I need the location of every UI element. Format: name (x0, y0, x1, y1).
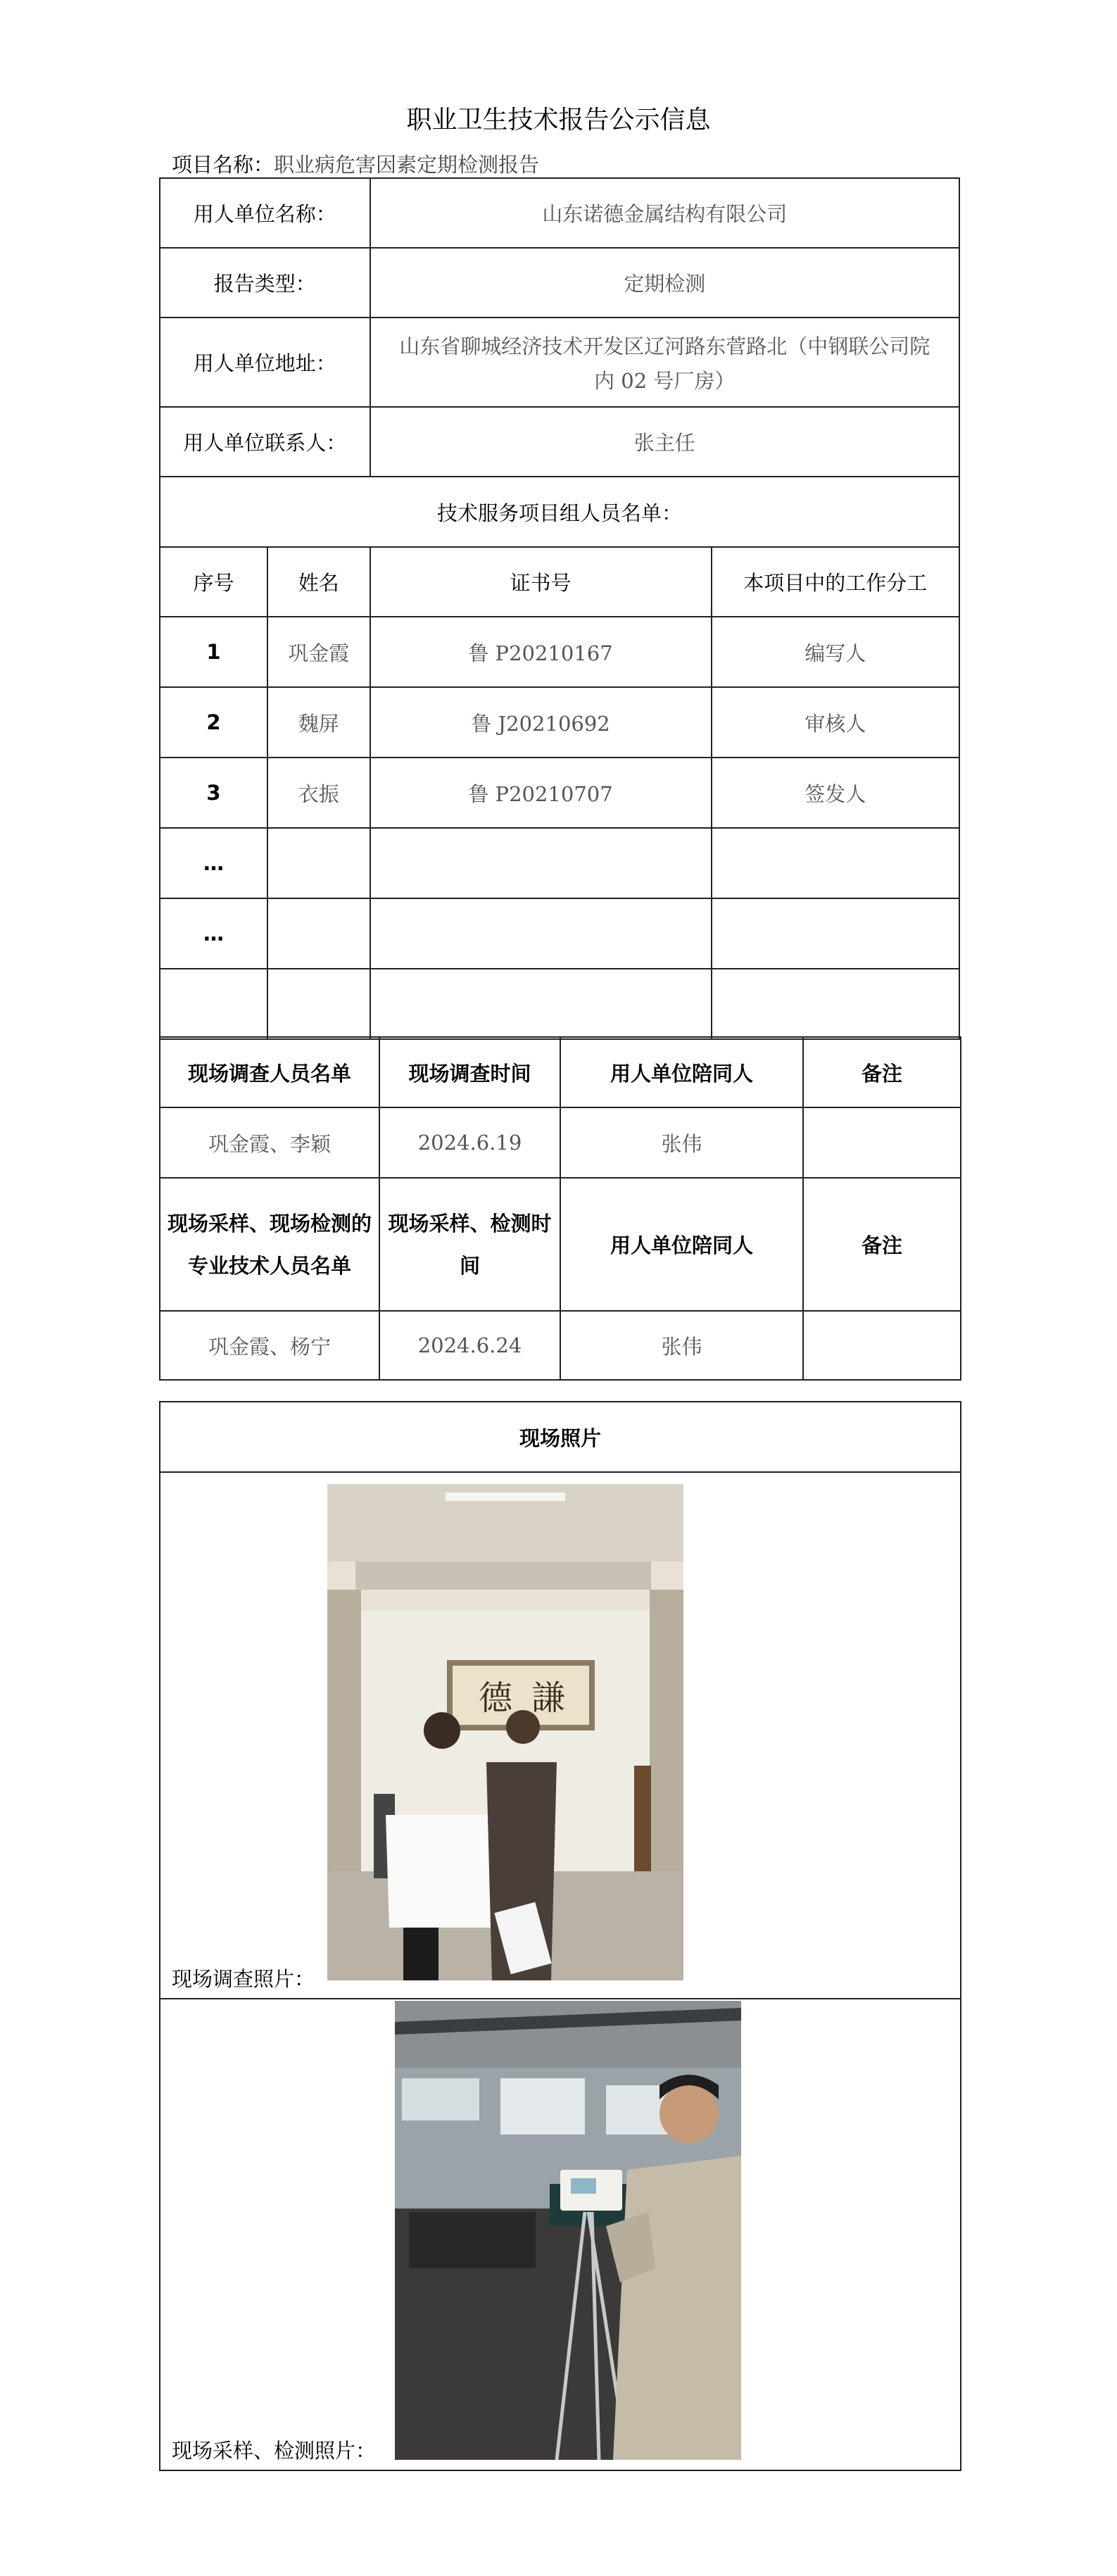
team-index: 1 (160, 617, 267, 687)
svg-text:謙: 謙 (531, 1678, 566, 1718)
sampling-photo (395, 2001, 741, 2460)
address-label: 用人单位地址： (160, 318, 370, 407)
employer-name-label: 用人单位名称： (160, 178, 370, 248)
team-name (267, 898, 370, 969)
project-name-label: 项目名称： (172, 153, 274, 177)
survey-remark (803, 1107, 961, 1178)
address-line-1: 山东省聊城经济技术开发区辽河路东菅路北（中钢联公司院 (399, 334, 930, 358)
report-type-value: 定期检测 (370, 248, 959, 318)
team-cert (370, 969, 712, 1039)
team-index: … (160, 828, 267, 898)
sampling-remark (803, 1311, 961, 1380)
team-name (267, 969, 370, 1039)
report-type-label: 报告类型： (160, 248, 370, 318)
survey-photo-caption: 现场调查照片： (172, 1967, 315, 1991)
table-row (160, 758, 959, 828)
team-name: 衣振 (267, 758, 370, 828)
team-header-name: 姓名 (267, 547, 370, 617)
employer-name-value: 山东诺德金属结构有限公司 (370, 178, 959, 248)
svg-text:德: 德 (479, 1678, 513, 1718)
team-role (712, 828, 959, 898)
survey-header-escort: 用人单位陪同人 (560, 1037, 803, 1107)
survey-header-staff: 现场调查人员名单 (160, 1037, 379, 1107)
project-name-line (172, 149, 539, 178)
team-index: 3 (160, 758, 267, 828)
team-header-cert: 证书号 (370, 547, 712, 617)
team-role: 签发人 (712, 758, 959, 828)
sampling-header-time: 现场采样、检测时间 (379, 1178, 560, 1311)
survey-table (159, 1036, 961, 1381)
team-cert: 鲁 P20210707 (370, 758, 712, 828)
survey-escort: 张伟 (560, 1107, 803, 1178)
team-heading: 技术服务项目组人员名单： (160, 477, 959, 547)
sampling-header-escort: 用人单位陪同人 (560, 1178, 803, 1311)
team-header-role: 本项目中的工作分工 (712, 547, 959, 617)
team-cert: 鲁 P20210167 (370, 617, 712, 687)
page-title: 职业卫生技术报告公示信息 (406, 106, 711, 134)
sampling-staff: 巩金霞、杨宁 (160, 1311, 379, 1380)
team-name (267, 828, 370, 898)
table-row (160, 969, 959, 1039)
team-index: 2 (160, 687, 267, 758)
contact-value: 张主任 (370, 407, 959, 477)
team-cert (370, 898, 712, 969)
team-header-index: 序号 (160, 547, 267, 617)
sampling-header-staff: 现场采样、现场检测的专业技术人员名单 (160, 1178, 379, 1311)
info-table (159, 177, 960, 1040)
sampling-header-remark: 备注 (803, 1178, 961, 1311)
contact-label: 用人单位联系人： (160, 407, 370, 477)
address-line-2: 内 02 号厂房） (594, 368, 736, 393)
photo-table (159, 1401, 961, 2471)
survey-staff: 巩金霞、李颖 (160, 1107, 379, 1178)
team-index (160, 969, 267, 1039)
survey-header-remark: 备注 (803, 1037, 961, 1107)
survey-time: 2024.6.19 (379, 1107, 560, 1178)
team-role: 编写人 (712, 617, 959, 687)
team-index: … (160, 898, 267, 969)
team-name: 魏屏 (267, 687, 370, 758)
photo-heading: 现场照片 (160, 1402, 961, 1472)
sampling-escort: 张伟 (560, 1311, 803, 1380)
team-role (712, 969, 959, 1039)
sampling-time: 2024.6.24 (379, 1311, 560, 1380)
sampling-photo-caption: 现场采样、检测照片： (172, 2439, 377, 2463)
sampling-photo-cell (160, 1999, 961, 2470)
project-name-value: 职业病危害因素定期检测报告 (274, 153, 540, 177)
team-role (712, 898, 959, 969)
table-row (160, 898, 959, 969)
table-row (160, 828, 959, 898)
table-row (160, 617, 959, 687)
survey-photo-cell (160, 1472, 961, 1999)
table-row (160, 687, 959, 758)
address-value (370, 318, 959, 407)
team-cert: 鲁 J20210692 (370, 687, 712, 758)
team-name: 巩金霞 (267, 617, 370, 687)
survey-photo (327, 1484, 683, 1980)
team-role: 审核人 (712, 687, 959, 758)
team-cert (370, 828, 712, 898)
survey-header-time: 现场调查时间 (379, 1037, 560, 1107)
